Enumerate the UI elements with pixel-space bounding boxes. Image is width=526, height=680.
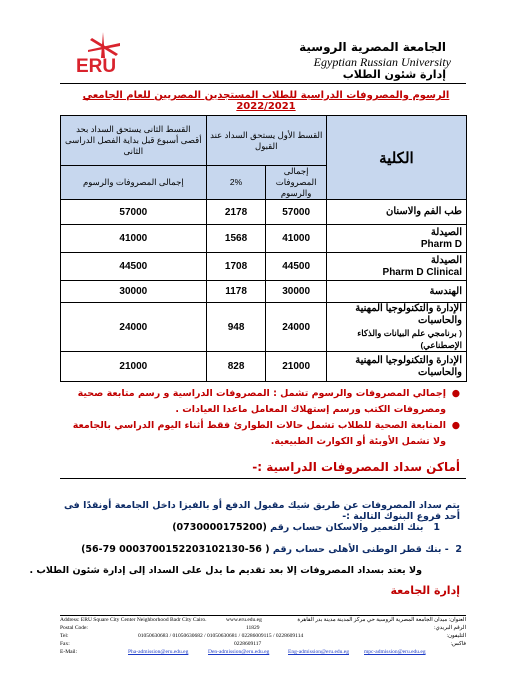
footer-divider xyxy=(60,615,466,616)
bank-name: بنك قطر الوطنى الأهلى حساب رقم xyxy=(272,544,442,555)
footer-address-ar: العنوان: ميدان الجامعة المصرية الروسية حي مركز المدينة مدينة بدر القاهرة xyxy=(297,617,466,623)
footer-tel-en: Tel: xyxy=(60,633,69,639)
first-installment-cell: 57000 xyxy=(266,200,326,225)
email-link[interactable]: Pha-admission@eru.edu.eg xyxy=(128,649,189,655)
first-installment-cell: 21000 xyxy=(266,352,326,382)
second-installment-cell: 21000 xyxy=(61,352,207,382)
first-installment-cell: 30000 xyxy=(266,281,326,303)
faculty-cell: الصيدلة Pharm D Clinical xyxy=(326,253,466,281)
table-row xyxy=(61,225,467,253)
first-installment-cell: 41000 xyxy=(266,225,326,253)
bank-name: بنك التعمير والاسكان حساب رقم xyxy=(270,522,424,533)
subheader-two-percent: 2% xyxy=(206,166,266,200)
percent-cell: 1708 xyxy=(206,253,266,281)
table-row xyxy=(61,253,467,281)
footer-tel-ar: التليفون: xyxy=(446,633,466,639)
faculty-cell: الإدارة والتكنولوجيا المهنية والحاسبات xyxy=(326,352,466,382)
first-installment-cell: 24000 xyxy=(266,303,326,352)
note-item: ● المتابعة الصحية للطلاب تشمل حالات الطوارئ فقط أثناء اليوم الدراسي بالجامعة ولا تشمل الأوبئة أو الكوارث الطبيعية. xyxy=(72,420,460,447)
section-divider xyxy=(60,478,466,479)
payment-section-title: أماكن سداد المصروفات الدراسية :- xyxy=(252,460,460,474)
notes-list xyxy=(70,386,460,450)
footer-address-en: Address: ERU Square City Center Neighborhood Badr City Cairo. xyxy=(60,617,207,623)
table-row xyxy=(61,303,467,352)
table-header-row xyxy=(61,116,467,166)
footer-fax-en: Fax: xyxy=(60,641,70,647)
footer-postal-ar: الرقم البريدي: xyxy=(433,625,466,631)
header-faculty: الكلية xyxy=(326,116,466,200)
table-row xyxy=(61,352,467,382)
bullet-icon: ● xyxy=(451,388,460,399)
fees-table xyxy=(60,115,467,382)
percent-cell: 2178 xyxy=(206,200,266,225)
second-installment-cell: 57000 xyxy=(61,200,207,225)
percent-cell: 948 xyxy=(206,303,266,352)
header-first-installment: القسط الأول يستحق السداد عند القبول xyxy=(206,116,326,166)
percent-cell: 1568 xyxy=(206,225,266,253)
bank-item: 1 بنك التعمير والاسكان حساب رقم (0730000175200) xyxy=(172,522,440,533)
first-installment-cell: 44500 xyxy=(266,253,326,281)
university-name-ar: الجامعة المصرية الروسية xyxy=(299,40,446,54)
footer-tel-numbers: 01050630683 / 01050630682 / 01050630681 / 02286009115 / 0228609114 xyxy=(138,633,304,639)
footer-website: www.eru.edu.eg xyxy=(226,617,262,623)
bullet-icon: ● xyxy=(451,420,460,431)
email-link[interactable]: mpc-admission@eru.edu.eg xyxy=(364,649,426,655)
footer-fax-ar: فاكس: xyxy=(450,641,466,647)
faculty-cell: الإدارة والتكنولوجيا المهنية والحاسبات ( برنامجي علم البيانات والذكاء الإصطناعي) xyxy=(326,303,466,352)
second-installment-cell: 24000 xyxy=(61,303,207,352)
email-link[interactable]: Eng-admission@eru.edu.eg xyxy=(288,649,349,655)
email-link[interactable]: Den-admission@eru.edu.eg xyxy=(208,649,270,655)
university-name-en: Egyptian Russian University xyxy=(313,55,451,69)
footer-postal-en: Postal Code: xyxy=(60,625,88,631)
percent-cell: 828 xyxy=(206,352,266,382)
department-name: إدارة شئون الطلاب xyxy=(342,68,446,81)
eru-logo xyxy=(62,30,132,80)
signature: إدارة الجامعة xyxy=(390,584,460,597)
logo-text: ERU xyxy=(76,56,117,77)
footer-fax-number: 0228609117 xyxy=(234,641,262,647)
bank-account: ( 56-0003700152203102130 79-56) xyxy=(81,544,270,555)
second-installment-cell: 30000 xyxy=(61,281,207,303)
table-row xyxy=(61,281,467,303)
second-installment-cell: 41000 xyxy=(61,225,207,253)
table-row xyxy=(61,200,467,225)
payment-warning: ولا يعتد بسداد المصروفات إلا بعد تقديم ما يدل على السداد إلى إدارة شئون الطلاب . xyxy=(29,565,422,576)
subheader-total-fees-2: إجمالى المصروفات والرسوم xyxy=(61,166,207,200)
footer-postal-code: 11829 xyxy=(246,625,260,631)
footer-email-en: E-Mail: xyxy=(60,649,78,655)
header-divider xyxy=(60,83,466,84)
header-second-installment: القسط الثانى يستحق السداد بحد أقصى أسبوع قبل بداية الفصل الدراسى الثانى xyxy=(61,116,207,166)
note-item: ● إجمالي المصروفات والرسوم تشمل : المصروفات الدراسية و رسم متابعة صحية ومصروفات الكتب ورسم إستهلاك المعامل ماعدا العيادات . xyxy=(77,388,460,415)
faculty-cell: طب الفم والاسنان xyxy=(326,200,466,225)
subheader-total-fees: إجمالى المصروفات والرسوم xyxy=(266,166,326,200)
faculty-cell: الهندسة xyxy=(326,281,466,303)
page-title: الرسوم والمصروفات الدراسية للطلاب المستجدين المصريين للعام الجامعي 2022/2021 xyxy=(82,90,450,112)
bank-item: 2 - بنك قطر الوطنى الأهلى حساب رقم ( 56-0003700152203102130 79-56) xyxy=(81,544,462,555)
faculty-cell: الصيدلة Pharm D xyxy=(326,225,466,253)
percent-cell: 1178 xyxy=(206,281,266,303)
payment-intro: يتم سداد المصروفات عن طريق شيك مقبول الدفع أو بالفيزا داخل الجامعة أونقدًا فى أحد فروع البنوك التالية :- xyxy=(63,500,460,522)
bank-account: (0730000175200) xyxy=(172,522,267,533)
second-installment-cell: 44500 xyxy=(61,253,207,281)
